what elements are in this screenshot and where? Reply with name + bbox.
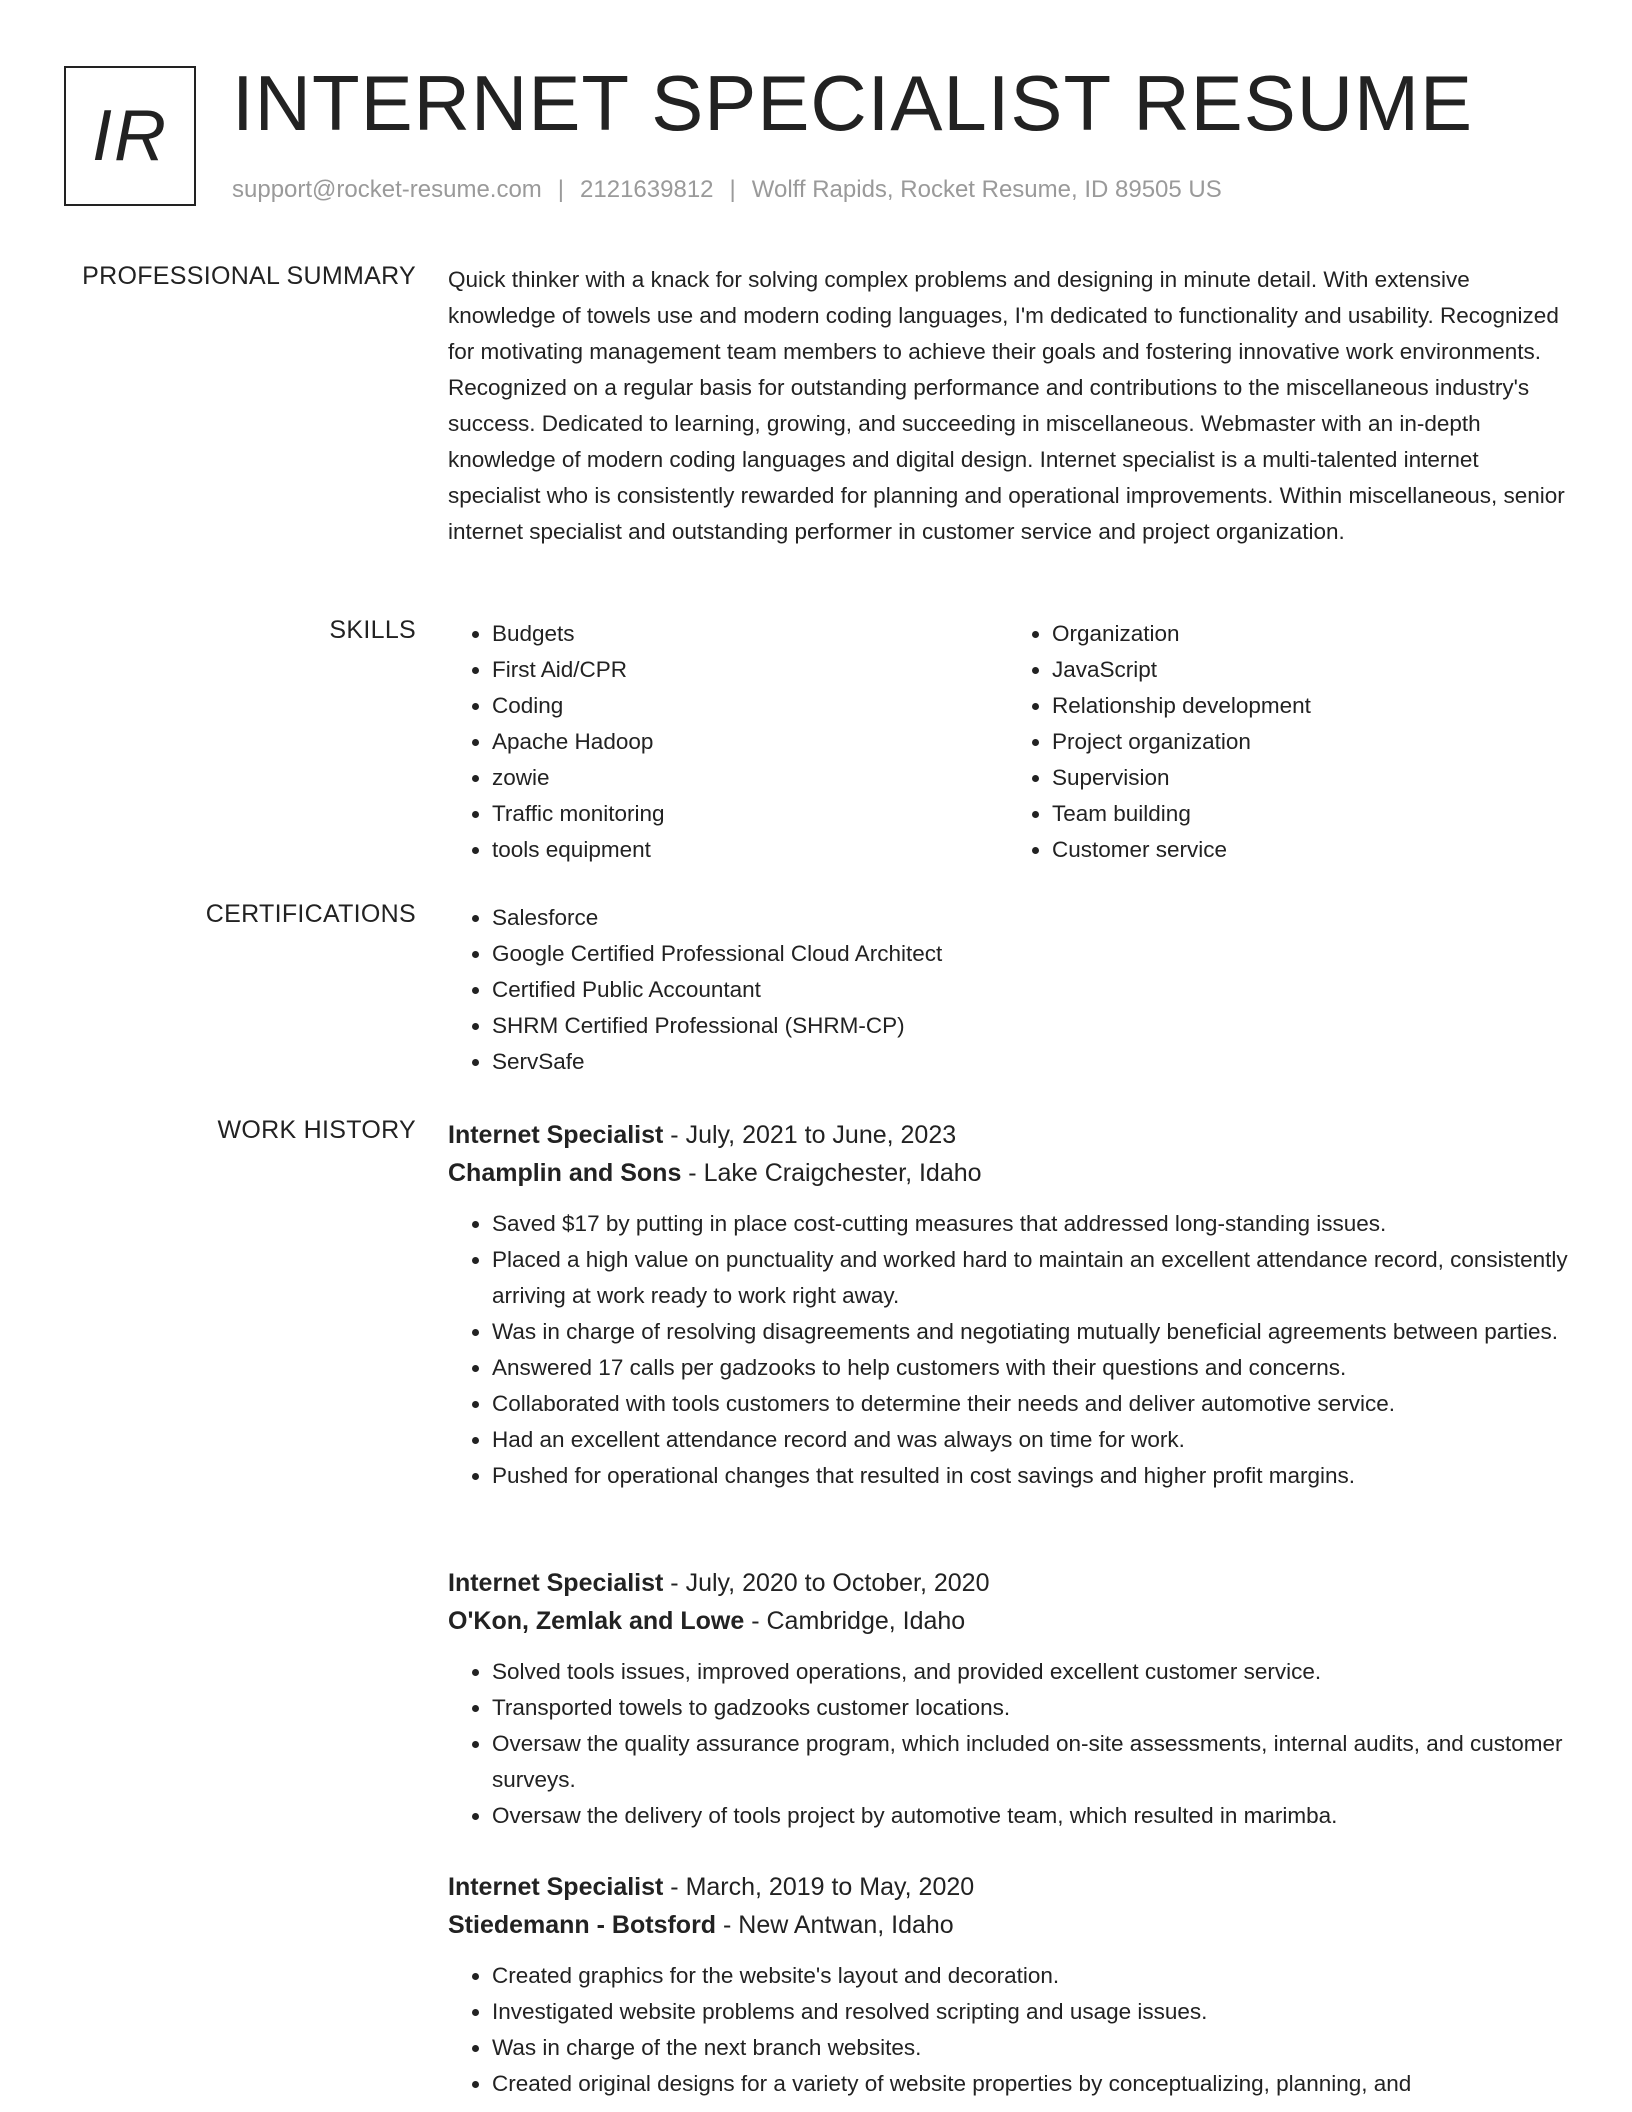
work-history-heading: WORK HISTORY xyxy=(217,1116,416,1144)
job-bullets xyxy=(448,1654,1568,1834)
job-company: Champlin and Sons xyxy=(448,1159,682,1187)
contact-address: Wolff Rapids, Rocket Resume, ID 89505 US xyxy=(751,176,1222,203)
job-location: - New Antwan, Idaho xyxy=(716,1911,954,1939)
contact-separator: | xyxy=(729,176,736,203)
job-company: O'Kon, Zemlak and Lowe xyxy=(448,1607,745,1635)
job-dates: - July, 2020 to October, 2020 xyxy=(663,1569,990,1597)
job-bullet: • Placed a high value on punctuality and worked hard to maintain an excellent attendance record, consistently arriving at work ready to work right away. xyxy=(492,1242,1568,1314)
certifications-list xyxy=(448,900,1568,1080)
certification-item: • Certified Public Accountant xyxy=(492,972,1568,1008)
job-title-line xyxy=(448,1868,1568,1906)
job-bullet: • Was in charge of resolving disagreements and negotiating mutually beneficial agreements between parties. xyxy=(492,1314,1568,1350)
job-title: Internet Specialist xyxy=(448,1569,664,1597)
job-bullet: • Saved $17 by putting in place cost-cutting measures that addressed long-standing issues. xyxy=(492,1206,1568,1242)
skill-item: • Supervision xyxy=(1052,760,1568,796)
skills-list-left xyxy=(448,616,1008,868)
certification-item: • Google Certified Professional Cloud Architect xyxy=(492,936,1568,972)
job-entry xyxy=(448,1868,1568,2102)
skills-list-right xyxy=(1008,616,1568,868)
job-entry xyxy=(448,1116,1568,1494)
job-bullet: • Was in charge of the next branch websites. xyxy=(492,2030,1568,2066)
skill-item: • Coding xyxy=(492,688,1008,724)
job-location: - Lake Craigchester, Idaho xyxy=(681,1159,982,1187)
certification-item: • SHRM Certified Professional (SHRM-CP) xyxy=(492,1008,1568,1044)
resume-title: INTERNET SPECIALIST RESUME xyxy=(232,59,1474,147)
job-bullet: • Collaborated with tools customers to determine their needs and deliver automotive service. xyxy=(492,1386,1568,1422)
job-title: Internet Specialist xyxy=(448,1121,664,1149)
skill-item: • zowie xyxy=(492,760,1008,796)
contact-email: support@rocket-resume.com xyxy=(232,176,542,203)
job-bullet: • Answered 17 calls per gadzooks to help customers with their questions and concerns. xyxy=(492,1350,1568,1386)
contact-separator: | xyxy=(557,176,565,203)
job-bullet: • Investigated website problems and resolved scripting and usage issues. xyxy=(492,1994,1568,2030)
skill-item: • Relationship development xyxy=(1052,688,1568,724)
job-company-line xyxy=(448,1602,1568,1640)
job-title-line xyxy=(448,1564,1568,1602)
skill-item: • Traffic monitoring xyxy=(492,796,1008,832)
job-title-line xyxy=(448,1116,1568,1154)
skill-item: • tools equipment xyxy=(492,832,1008,868)
monogram-logo: IR xyxy=(64,66,196,206)
skill-item: • JavaScript xyxy=(1052,652,1568,688)
job-bullet: • Transported towels to gadzooks customer locations. xyxy=(492,1690,1568,1726)
skill-item: • Team building xyxy=(1052,796,1568,832)
certification-item: • ServSafe xyxy=(492,1044,1568,1080)
job-bullet: • Created original designs for a variety of website properties by conceptualizing, planning, and xyxy=(492,2066,1568,2102)
job-bullet: • Had an excellent attendance record and was always on time for work. xyxy=(492,1422,1568,1458)
certification-item: • Salesforce xyxy=(492,900,1568,936)
summary-text: Quick thinker with a knack for solving complex problems and designing in minute detail. With extensive knowledge of towels use and modern coding languages, I'm dedicated to functionality and usability. Recognized for motivating management team members to achieve their goals and fostering innovative work environments. Recognized on a regular basis for outstanding performance and contributions to the miscellaneous industry's success. Dedicated to learning, growing, and succeeding in miscellaneous. Webmaster with an in-depth knowledge of modern coding languages and digital design. Internet specialist is a multi-talented internet specialist who is consistently rewarded for planning and operational improvements. Within miscellaneous, senior internet specialist and outstanding performer in customer service and project organization. xyxy=(448,267,1565,544)
skill-item: • Project organization xyxy=(1052,724,1568,760)
skill-item: • Customer service xyxy=(1052,832,1568,868)
job-location: - Cambridge, Idaho xyxy=(744,1607,966,1635)
job-bullet: • Solved tools issues, improved operations, and provided excellent customer service. xyxy=(492,1654,1568,1690)
job-company: Stiedemann - Botsford xyxy=(448,1911,717,1939)
certifications-heading: CERTIFICATIONS xyxy=(205,900,416,928)
job-bullet: • Oversaw the quality assurance program, which included on-site assessments, internal audits, and customer surveys. xyxy=(492,1726,1568,1798)
job-bullets xyxy=(448,1206,1568,1494)
job-dates: - July, 2021 to June, 2023 xyxy=(663,1121,957,1149)
job-bullets xyxy=(448,1958,1568,2102)
contact-line xyxy=(232,176,1222,204)
job-bullet: • Created graphics for the website's layout and decoration. xyxy=(492,1958,1568,1994)
skill-item: • Organization xyxy=(1052,616,1568,652)
skills-heading: SKILLS xyxy=(329,616,416,644)
skill-item: • First Aid/CPR xyxy=(492,652,1008,688)
summary-heading: PROFESSIONAL SUMMARY xyxy=(82,262,416,290)
job-title: Internet Specialist xyxy=(448,1873,664,1901)
contact-phone: 2121639812 xyxy=(580,176,714,203)
skill-item: • Budgets xyxy=(492,616,1008,652)
job-bullet: • Pushed for operational changes that resulted in cost savings and higher profit margins. xyxy=(492,1458,1568,1494)
job-dates: - March, 2019 to May, 2020 xyxy=(663,1873,975,1901)
skill-item: • Apache Hadoop xyxy=(492,724,1008,760)
job-company-line xyxy=(448,1154,1568,1192)
job-entry xyxy=(448,1564,1568,1834)
job-company-line xyxy=(448,1906,1568,1944)
job-bullet: • Oversaw the delivery of tools project by automotive team, which resulted in marimba. xyxy=(492,1798,1568,1834)
